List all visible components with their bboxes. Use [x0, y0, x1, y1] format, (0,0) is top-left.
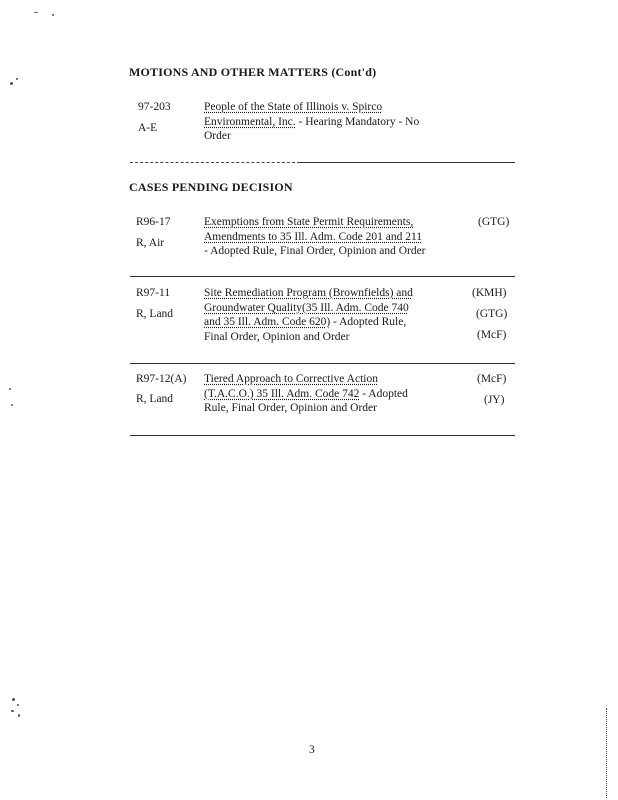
case-title-line1: Site Remediation Program (Brownfields) and — [204, 287, 413, 299]
case-number: R96-17 — [136, 216, 171, 228]
case-initials: (McF) — [477, 373, 507, 385]
case-title-line3: and 35 Ill. Adm. Code 620) — [204, 316, 331, 328]
scan-speck — [34, 12, 38, 13]
scan-speck — [17, 704, 19, 706]
divider — [130, 276, 515, 277]
motion-case-description — [204, 100, 464, 144]
scan-speck — [52, 14, 54, 16]
case-desc-tail: - Adopted — [359, 387, 408, 400]
case-desc-line3: - Adopted Rule, Final Order, Opinion and Order — [204, 245, 426, 257]
case-description — [204, 286, 464, 344]
case-title-line1: Exemptions from State Permit Requirements, — [204, 216, 414, 228]
case-number: R97-12(A) — [136, 373, 187, 385]
scan-speck — [10, 82, 13, 85]
page-number: 3 — [309, 744, 315, 756]
motion-case-title-line1: People of the State of Illinois v. Spirco — [204, 101, 383, 113]
case-desc-line3: Rule, Final Order, Opinion and Order — [204, 402, 377, 414]
case-type: R, Land — [136, 308, 174, 320]
scan-speck — [12, 698, 15, 701]
case-title-line2: Groundwater Quality(35 Ill. Adm. Code 740 — [204, 301, 409, 314]
case-initials: (KMH) — [472, 287, 507, 299]
motion-case-title-line2: Environmental, Inc. — [204, 115, 296, 128]
scan-edge-line — [606, 708, 607, 798]
case-title-line1: Tiered Approach to Corrective Action — [204, 373, 378, 385]
case-type: R, Land — [136, 393, 174, 405]
case-desc-line4: Final Order, Opinion and Order — [204, 330, 350, 343]
case-initials: (JY) — [484, 394, 505, 406]
scan-speck — [11, 404, 13, 406]
case-initials: (McF) — [477, 329, 507, 341]
divider — [130, 162, 300, 163]
scan-speck — [9, 388, 11, 390]
case-title-line2: (T.A.C.O.) 35 Ill. Adm. Code 742 — [204, 387, 360, 400]
case-title-line2: Amendments to 35 Ill. Adm. Code 201 and 211 — [204, 230, 423, 243]
case-number: R97-11 — [136, 287, 171, 299]
pending-heading: CASES PENDING DECISION — [129, 180, 293, 194]
motion-case-desc-line3: Order — [204, 130, 231, 142]
motion-case-number: 97-203 — [138, 101, 171, 113]
scan-speck — [11, 710, 14, 712]
divider — [300, 162, 515, 163]
scan-speck — [16, 78, 18, 80]
case-description — [204, 215, 464, 259]
divider — [130, 435, 515, 436]
case-description — [204, 372, 464, 416]
case-desc-tail: - Adopted Rule, — [330, 316, 407, 328]
case-type: R, Air — [136, 237, 165, 249]
case-initials: (GTG) — [476, 308, 508, 320]
divider — [130, 363, 515, 364]
scan-speck — [18, 714, 20, 717]
motions-heading: MOTIONS AND OTHER MATTERS (Cont'd) — [129, 65, 377, 79]
case-initials: (GTG) — [478, 216, 510, 228]
motion-case-desc-tail: - Hearing Mandatory - No — [295, 115, 420, 128]
motion-case-type: A-E — [138, 122, 158, 134]
